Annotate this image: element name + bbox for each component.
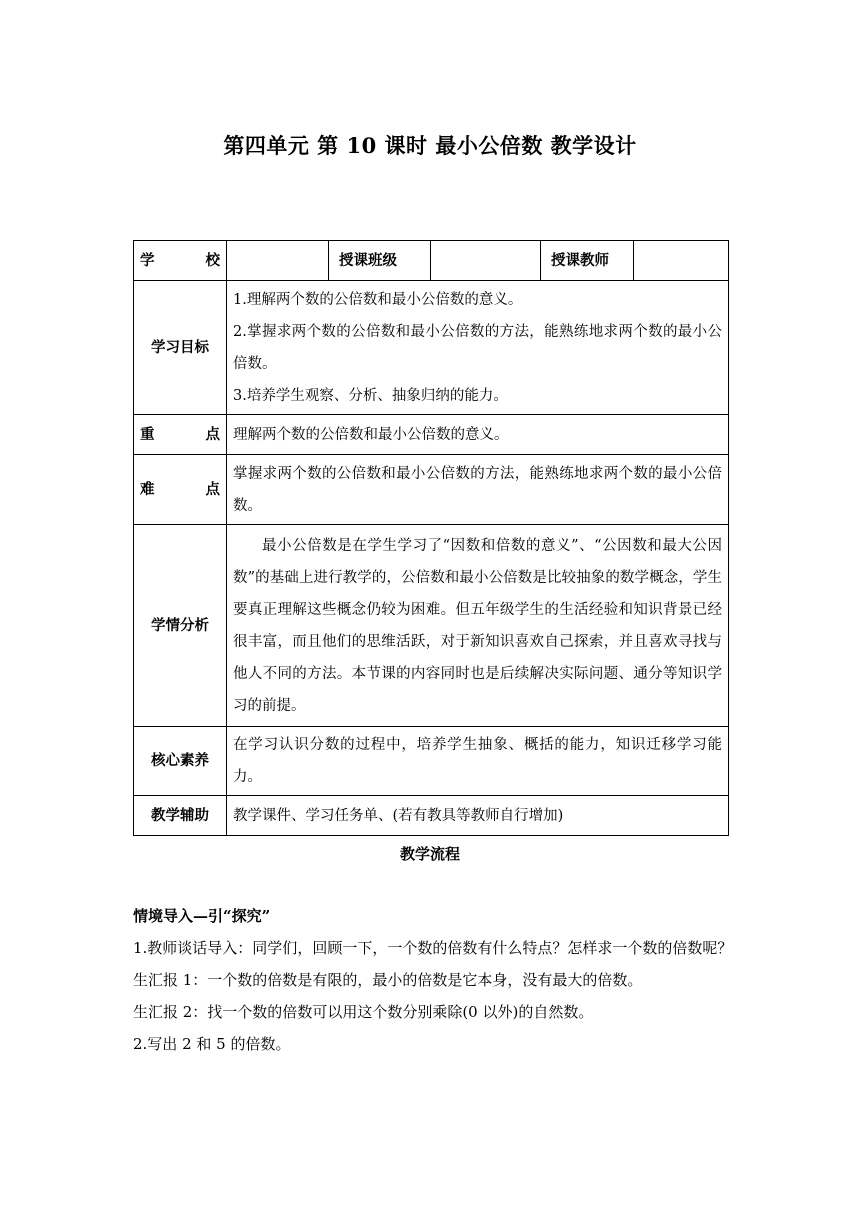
- goal-item: 2.掌握求两个数的公倍数和最小公倍数的方法，能熟练地求两个数的最小公倍数。: [233, 323, 722, 372]
- table-row-analysis: [134, 525, 729, 727]
- teacher-label: 授课教师: [541, 241, 634, 281]
- goals-content: [227, 281, 729, 415]
- table-row-difficulty: [134, 455, 729, 525]
- class-label: 授课班级: [329, 241, 431, 281]
- table-row-aids: [134, 796, 729, 836]
- table-row-core: [134, 727, 729, 796]
- lesson-info-table: [133, 240, 729, 836]
- goals-label: 学习目标: [134, 281, 227, 415]
- goal-item: 1.理解两个数的公倍数和最小公倍数的意义。: [233, 291, 523, 308]
- key-point-label: 重 点: [134, 415, 227, 455]
- core-value: 在学习认识分数的过程中，培养学生抽象、概括的能力，知识迁移学习能力。: [227, 727, 729, 796]
- aids-label: 教学辅助: [134, 796, 227, 836]
- school-value: [227, 241, 329, 281]
- teacher-value: [634, 241, 729, 281]
- difficulty-value: 掌握求两个数的公倍数和最小公倍数的方法，能熟练地求两个数的最小公倍数。: [227, 455, 729, 525]
- lesson-body: [133, 900, 733, 1060]
- flow-title: 教学流程: [399, 845, 460, 863]
- paragraph: 1.教师谈话导入：同学们，回顾一下，一个数的倍数有什么特点？怎样求一个数的倍数呢？: [133, 939, 733, 957]
- aids-value: 教学课件、学习任务单、(若有教具等教师自行增加): [227, 796, 729, 836]
- class-value: [431, 241, 541, 281]
- section-heading: 情境导入—引“探究”: [133, 907, 271, 925]
- difficulty-label: 难 点: [134, 455, 227, 525]
- analysis-value: 最小公倍数是在学生学习了“因数和倍数的意义”、“公因数和最大公因数”的基础上进行教学的，公倍数和最小公倍数是比较抽象的数学概念，学生要真正理解这些概念仍较为困难。但五年级学生的生活经验和知识背景已经很丰富，而且他们的思维活跃，对于新知识喜欢自己探索，并且喜欢寻找与他人不同的方法。本节课的内容同时也是后续解决实际问题、通分等知识学习的前提。: [227, 525, 729, 727]
- core-label: 核心素养: [134, 727, 227, 796]
- school-label: 学 校: [134, 241, 227, 281]
- goal-item: 3.培养学生观察、分析、抽象归纳的能力。: [233, 387, 508, 404]
- table-row-goals: [134, 281, 729, 415]
- paragraph: 生汇报 2：找一个数的倍数可以用这个数分别乘除(0 以外)的自然数。: [133, 1003, 594, 1021]
- key-point-value: 理解两个数的公倍数和最小公倍数的意义。: [227, 415, 729, 455]
- paragraph: 2.写出 2 和 5 的倍数。: [133, 1035, 291, 1053]
- table-row-header: [134, 241, 729, 281]
- analysis-label: 学情分析: [134, 525, 227, 727]
- paragraph: 生汇报 1：一个数的倍数是有限的，最小的倍数是它本身，没有最大的倍数。: [133, 971, 643, 989]
- table-row-key-point: [134, 415, 729, 455]
- document-title: 第四单元 第 10 课时 最小公倍数 教学设计: [223, 133, 637, 158]
